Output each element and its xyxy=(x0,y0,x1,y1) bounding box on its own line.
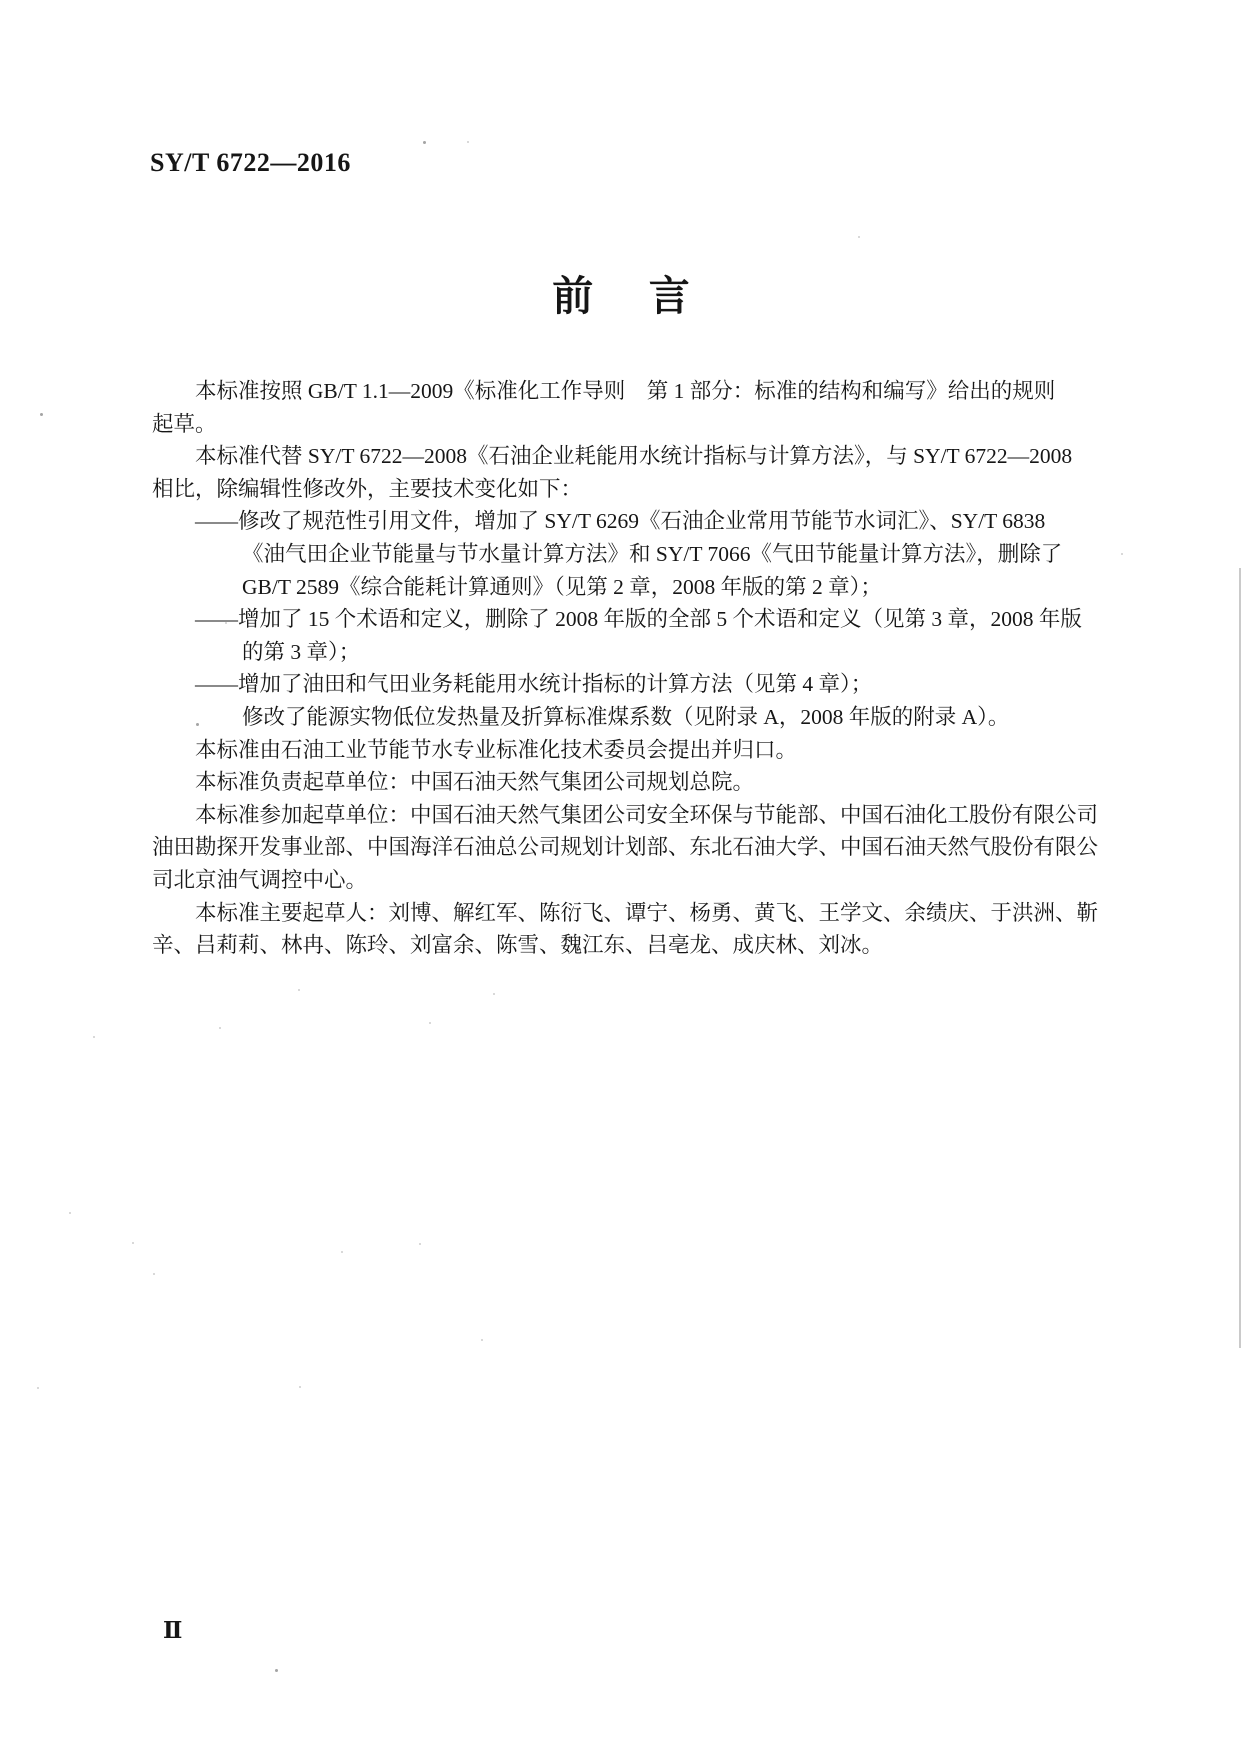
scan-speck xyxy=(858,236,860,238)
text-line: 的第 3 章）； xyxy=(242,639,361,664)
text-line: ——修改了规范性引用文件，增加了 SY/T 6269《石油企业常用节能节水词汇》、SY/T 6838 xyxy=(195,509,1046,534)
scan-speck xyxy=(299,1386,301,1388)
text-line: 本标准主要起草人：刘博、解红军、陈衍飞、谭宁、杨勇、黄飞、王学文、余绩庆、于洪洲、靳 xyxy=(195,900,1099,925)
text-line: 本标准代替 SY/T 6722—2008《石油企业耗能用水统计指标与计算方法》，与 SY/T 6722—2008 xyxy=(195,444,1073,469)
scan-speck xyxy=(481,1339,483,1341)
scan-speck xyxy=(298,989,300,991)
scan-speck xyxy=(37,1387,39,1389)
page-number: Ⅱ xyxy=(163,1618,184,1643)
text-line: 修改了能源实物低位发热量及折算标准煤系数（见附录 A，2008 年版的附录 A）。 xyxy=(242,704,1010,729)
text-line: ——增加了 15 个术语和定义，删除了 2008 年版的全部 5 个术语和定义（见第 3 章，2008 年版 xyxy=(195,607,1082,632)
scan-speck xyxy=(429,1022,431,1024)
scan-speck xyxy=(467,141,469,143)
foreword-body xyxy=(152,375,1152,962)
text-line: GB/T 2589《综合能耗计算通则》（见第 2 章，2008 年版的第 2 章）； xyxy=(242,574,882,599)
scan-edge-artifact xyxy=(1239,568,1241,1348)
text-line: 司北京油气调控中心。 xyxy=(152,867,368,892)
scan-speck xyxy=(93,1036,95,1038)
text-line: 《油气田企业节能量与节水量计算方法》和 SY/T 7066《气田节能量计算方法》，删除了 xyxy=(242,541,1063,566)
scan-speck xyxy=(153,1273,155,1275)
text-line: 相比，除编辑性修改外，主要技术变化如下： xyxy=(152,476,583,501)
scan-speck xyxy=(341,1251,343,1253)
text-line: 本标准参加起草单位：中国石油天然气集团公司安全环保与节能部、中国石油化工股份有限公司 xyxy=(195,802,1099,827)
scan-speck xyxy=(225,622,227,624)
scan-speck xyxy=(419,1243,421,1245)
scan-speck xyxy=(1121,553,1123,555)
document-code: SY/T 6722—2016 xyxy=(150,148,351,177)
scan-speck xyxy=(69,1212,71,1214)
scan-speck xyxy=(196,723,199,726)
scan-speck xyxy=(219,1027,221,1029)
text-line: 本标准由石油工业节能节水专业标准化技术委员会提出并归口。 xyxy=(195,737,798,762)
foreword-title: 前 言 xyxy=(552,273,690,319)
scan-speck xyxy=(275,1669,278,1672)
text-line: 辛、吕莉莉、林冉、陈玲、刘富余、陈雪、魏江东、吕亳龙、成庆林、刘冰。 xyxy=(152,933,884,958)
text-line: ——增加了油田和气田业务耗能用水统计指标的计算方法（见第 4 章）； xyxy=(195,672,873,697)
scan-speck xyxy=(132,1242,134,1244)
text-line: 起草。 xyxy=(152,411,217,436)
scan-speck xyxy=(40,413,43,416)
scan-speck xyxy=(423,141,426,144)
text-line: 油田勘探开发事业部、中国海洋石油总公司规划计划部、东北石油大学、中国石油天然气股份有限公 xyxy=(152,835,1099,860)
text-line: 本标准负责起草单位：中国石油天然气集团公司规划总院。 xyxy=(195,770,755,795)
text-line: 本标准按照 GB/T 1.1—2009《标准化工作导则 第 1 部分：标准的结构和编写》给出的规则 xyxy=(195,379,1056,403)
scan-speck xyxy=(493,993,495,995)
